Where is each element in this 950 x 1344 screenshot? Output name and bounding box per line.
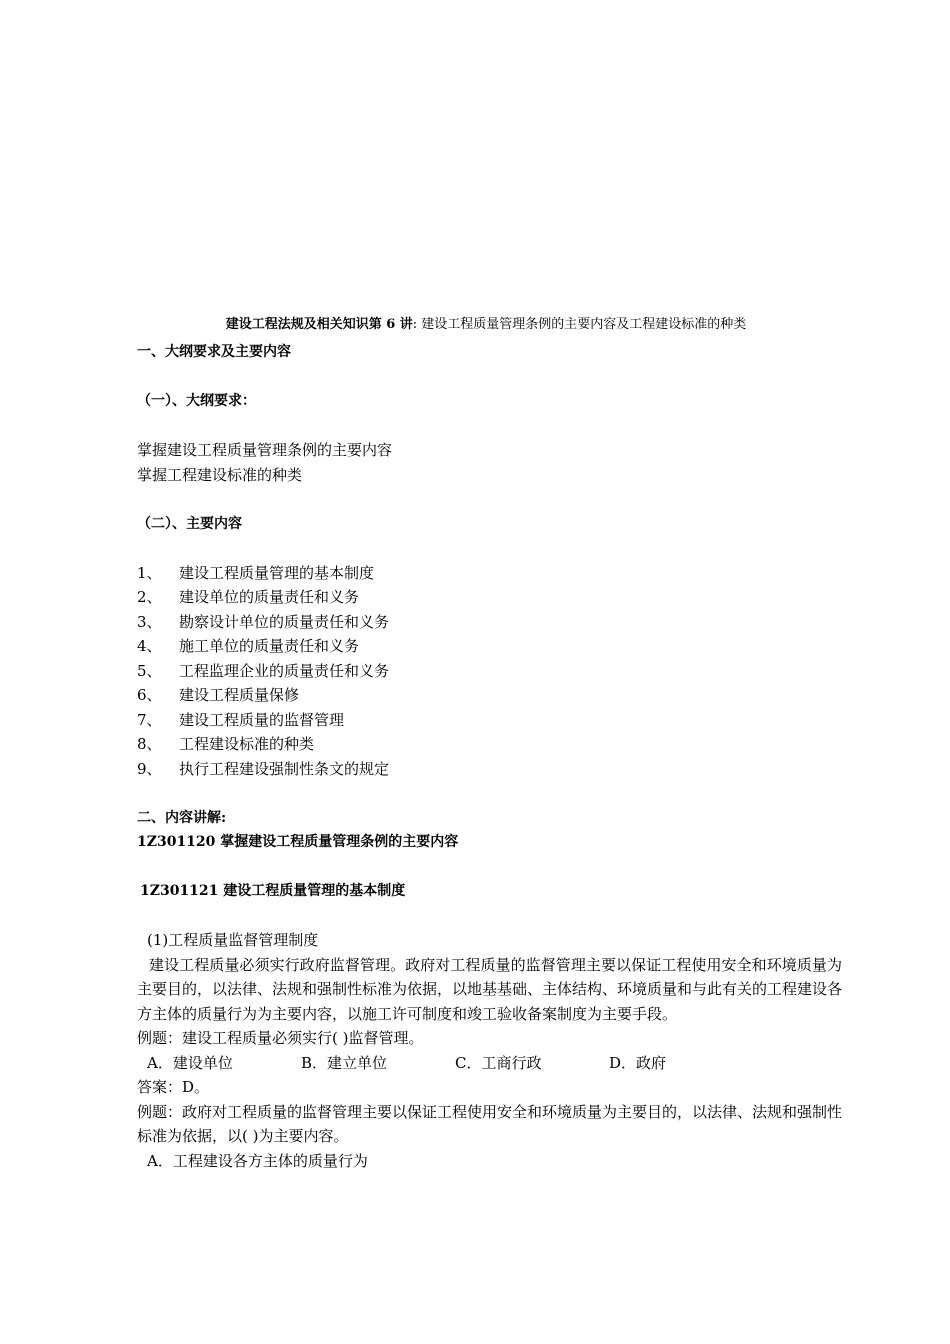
- list-item-number: 3、: [137, 612, 162, 631]
- outline-item: 掌握建设工程质量管理条例的主要内容: [137, 441, 393, 459]
- list-item-text: 建设工程质量保修: [179, 686, 300, 704]
- section2-heading: 二、内容讲解:: [137, 809, 227, 826]
- list-item: [137, 708, 842, 733]
- example-1-option-c: C．工商行政: [455, 1053, 542, 1072]
- list-item-number: 6、: [137, 686, 162, 704]
- example-1-option-a: A．建设单位: [147, 1053, 233, 1072]
- list-item-number: 5、: [137, 661, 162, 680]
- main-content-heading: （二）、主要内容: [137, 515, 242, 532]
- list-item-number: 9、: [137, 759, 162, 778]
- document-body: [137, 340, 842, 1173]
- list-item-number: 1、: [137, 563, 162, 582]
- outline-heading: （一）、大纲要求：: [137, 393, 256, 409]
- list-item-number: 2、: [137, 588, 162, 606]
- subsection-heading-1z301121: 1Z301121 建设工程质量管理的基本制度: [140, 883, 406, 899]
- list-item-text: 勘察设计单位的质量责任和义务: [179, 612, 390, 631]
- list-item: [137, 659, 842, 684]
- list-item-text: 建设工程质量管理的基本制度: [179, 563, 375, 582]
- list-item: [137, 732, 842, 757]
- list-item-text: 执行工程建设强制性条文的规定: [179, 759, 390, 778]
- list-item-text: 工程建设标准的种类: [179, 735, 315, 753]
- example-1-option-d: D．政府: [609, 1053, 667, 1072]
- paragraph-quality-supervision: 建设工程质量必须实行政府监督管理。政府对工程质量的监督管理主要以保证工程使用安全和环境质量为主要目的，以法律、法规和强制性标准为依据，以地基基础、主体结构、环境质量和与此有关的工程建设各方主体的质量行为为主要内容，以施工许可制度和竣工验收备案制度为主要手段。: [137, 955, 843, 1023]
- outline-item: 掌握工程建设标准的种类: [137, 465, 303, 484]
- list-item: [137, 634, 842, 659]
- list-item-number: 7、: [137, 710, 162, 729]
- document-title: [0, 316, 950, 334]
- list-item: [137, 585, 842, 610]
- list-item: [137, 757, 842, 782]
- list-item-number: 8、: [137, 735, 162, 753]
- example-1-option-b: B．建立单位: [301, 1053, 388, 1072]
- item-1-heading: (1)工程质量监督管理制度: [147, 931, 319, 949]
- example-1-question: 例题：建设工程质量必须实行( )监督管理。: [137, 1029, 424, 1047]
- list-item: [137, 683, 842, 708]
- list-item: [137, 561, 842, 586]
- example-2-option-a: A．工程建设各方主体的质量行为: [147, 1151, 368, 1170]
- example-1-answer: 答案：D。: [137, 1078, 210, 1096]
- list-item-text: 建设工程质量的监督管理: [179, 710, 345, 729]
- list-item-number: 4、: [137, 637, 162, 655]
- example-2-question: 例题：政府对工程质量的监督管理主要以保证工程使用安全和环境质量为主要目的，以法律、法规和强制性标准为依据，以( )为主要内容。: [137, 1102, 843, 1145]
- list-item-text: 建设单位的质量责任和义务: [179, 588, 360, 606]
- section1-heading: 一、大纲要求及主要内容: [137, 344, 291, 360]
- example-1-options: [137, 1051, 842, 1076]
- title-normal-part: : 建设工程质量管理条例的主要内容及工程建设标准的种类: [412, 317, 747, 332]
- list-item-text: 施工单位的质量责任和义务: [179, 637, 360, 655]
- subsection-heading-1z301120: 1Z301120 掌握建设工程质量管理条例的主要内容: [137, 834, 459, 850]
- list-item: [137, 610, 842, 635]
- list-item-text: 工程监理企业的质量责任和义务: [179, 661, 390, 680]
- title-bold-part: 建设工程法规及相关知识第 6 讲: [225, 317, 413, 332]
